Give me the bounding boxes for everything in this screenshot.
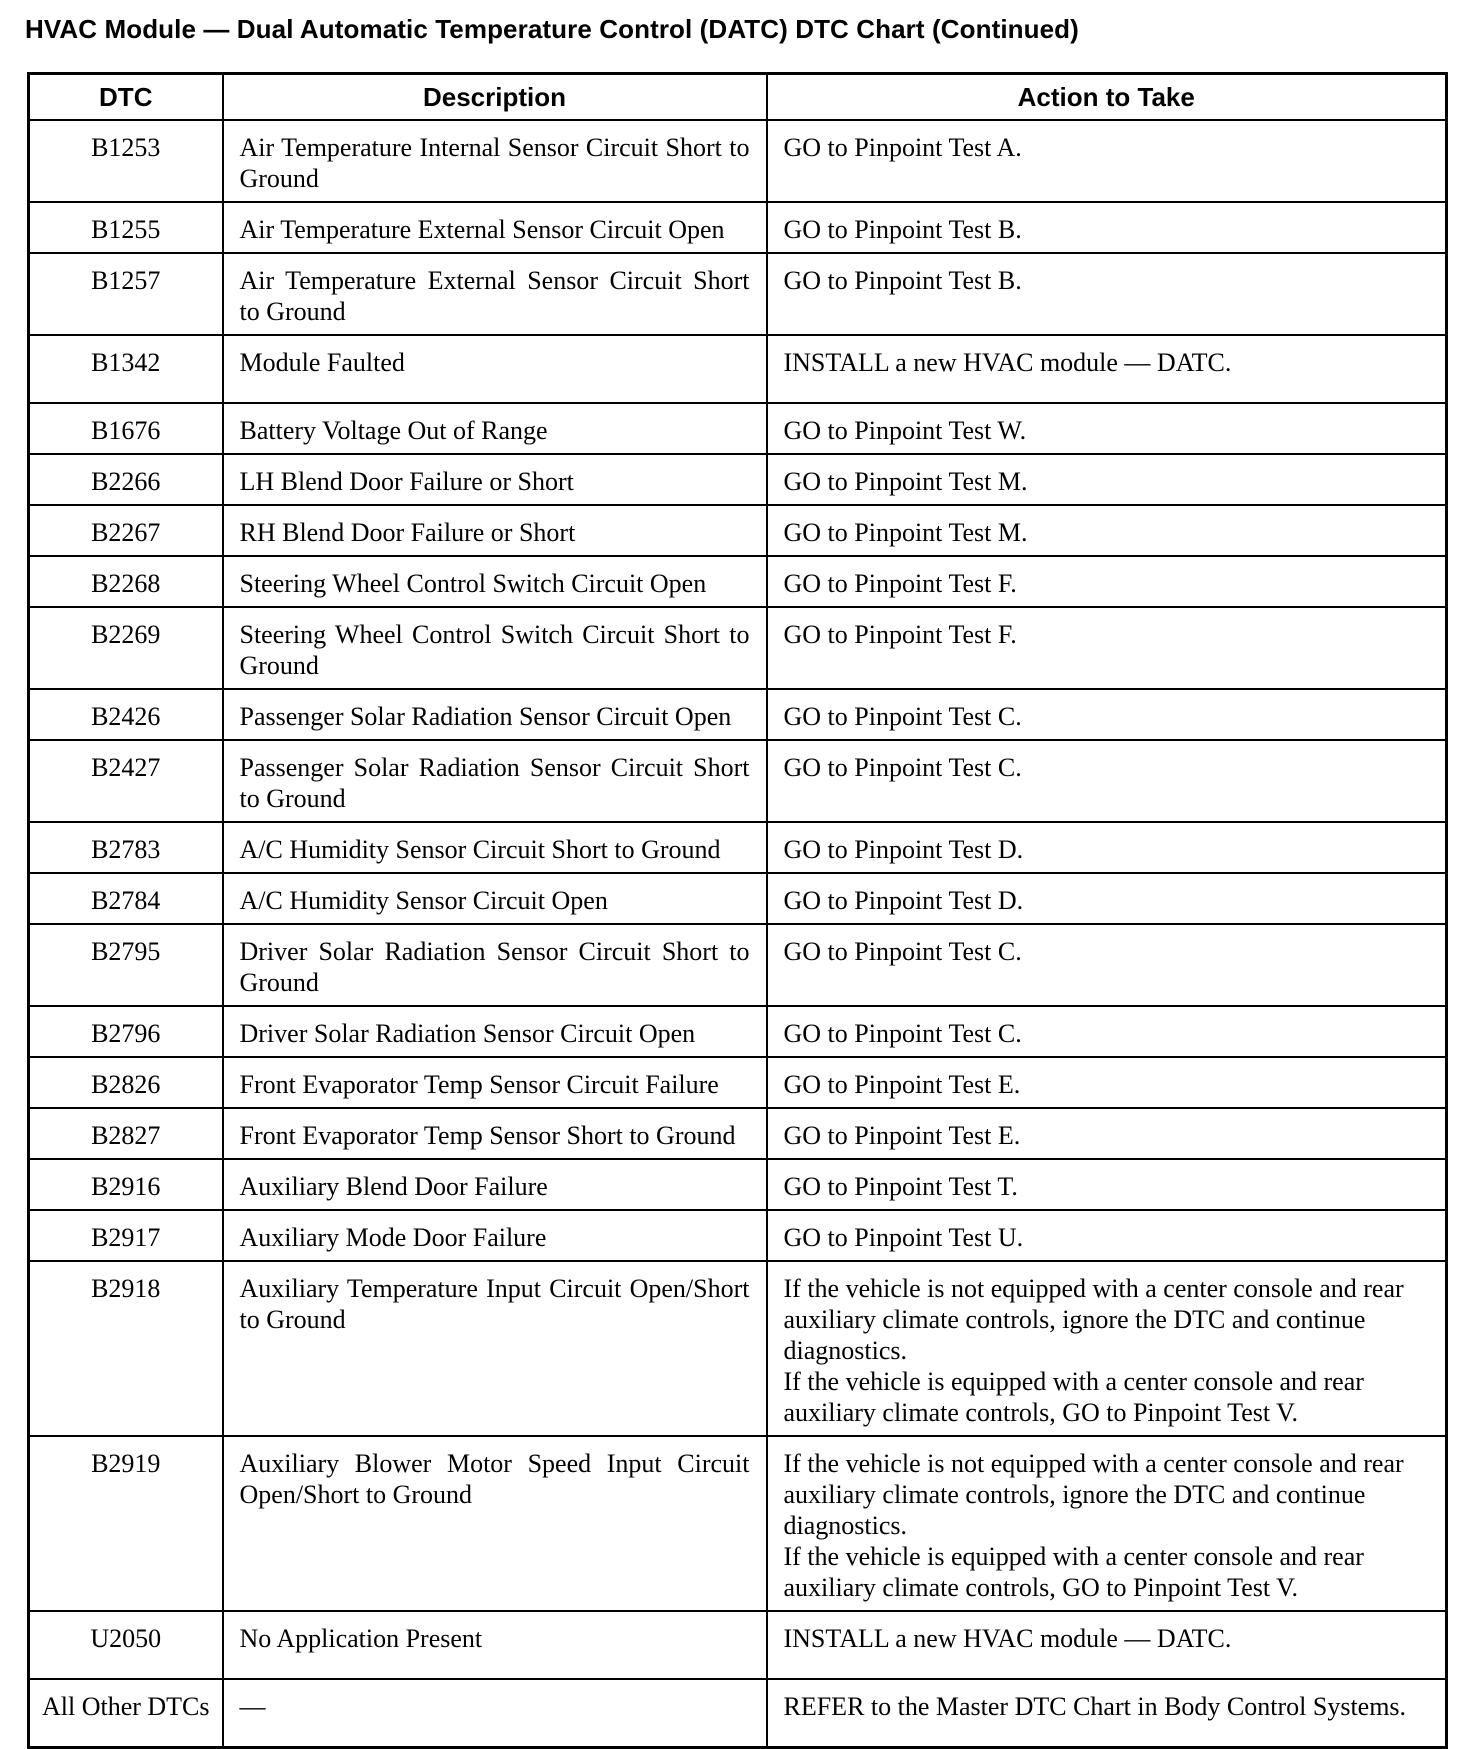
table-row <box>29 1057 1447 1108</box>
action-cell <box>767 1006 1447 1057</box>
action-cell <box>767 1611 1447 1679</box>
dtc-code-cell: B2783 <box>29 822 223 873</box>
action-text: GO to Pinpoint Test E. <box>783 1121 1021 1150</box>
description-cell: LH Blend Door Failure or Short <box>223 454 767 505</box>
description-cell: Auxiliary Blower Motor Speed Input Circuit Open/Short to Ground <box>223 1436 767 1611</box>
table-row <box>29 1210 1447 1261</box>
table-row <box>29 556 1447 607</box>
table-row <box>29 202 1447 253</box>
description-cell: Auxiliary Mode Door Failure <box>223 1210 767 1261</box>
description-cell: Battery Voltage Out of Range <box>223 403 767 454</box>
dtc-code-cell: B2267 <box>29 505 223 556</box>
dtc-code-cell: B2796 <box>29 1006 223 1057</box>
description-cell: Driver Solar Radiation Sensor Circuit Short to Ground <box>223 924 767 1006</box>
dtc-code-cell: B1342 <box>29 335 223 403</box>
dtc-code-cell: B2427 <box>29 740 223 822</box>
table-header-row <box>29 74 1447 121</box>
action-cell <box>767 335 1447 403</box>
dtc-code-cell: B1257 <box>29 253 223 335</box>
dtc-code-cell: All Other DTCs <box>29 1679 223 1747</box>
dtc-code-cell: B2827 <box>29 1108 223 1159</box>
description-cell: Air Temperature External Sensor Circuit Open <box>223 202 767 253</box>
action-text: GO to Pinpoint Test D. <box>783 835 1024 864</box>
action-text: GO to Pinpoint Test B. <box>783 215 1022 244</box>
description-cell: No Application Present <box>223 1611 767 1679</box>
table-row <box>29 253 1447 335</box>
table-row <box>29 505 1447 556</box>
action-cell <box>767 556 1447 607</box>
dtc-code-cell: B2919 <box>29 1436 223 1611</box>
dtc-code-cell: B2269 <box>29 607 223 689</box>
dtc-code-cell: B2784 <box>29 873 223 924</box>
action-text: If the vehicle is not equipped with a center console and rear auxiliary climate controls, ignore the DTC and continue diagnostics. <box>783 1449 1404 1540</box>
description-cell: Steering Wheel Control Switch Circuit Short to Ground <box>223 607 767 689</box>
action-cell <box>767 1108 1447 1159</box>
action-text: GO to Pinpoint Test E. <box>783 1070 1021 1099</box>
action-text: GO to Pinpoint Test U. <box>783 1223 1024 1252</box>
action-cell <box>767 1261 1447 1436</box>
table-row <box>29 335 1447 403</box>
table-row <box>29 1006 1447 1057</box>
action-cell <box>767 1159 1447 1210</box>
action-text: GO to Pinpoint Test M. <box>783 467 1028 496</box>
description-cell: Front Evaporator Temp Sensor Short to Ground <box>223 1108 767 1159</box>
dtc-code-cell: B2426 <box>29 689 223 740</box>
column-header-description: Description <box>223 74 767 121</box>
action-text: GO to Pinpoint Test A. <box>783 133 1022 162</box>
dtc-code-cell: B2917 <box>29 1210 223 1261</box>
table-row <box>29 873 1447 924</box>
description-cell: Driver Solar Radiation Sensor Circuit Open <box>223 1006 767 1057</box>
table-row <box>29 689 1447 740</box>
description-cell: — <box>223 1679 767 1747</box>
action-text: INSTALL a new HVAC module — DATC. <box>783 348 1232 377</box>
action-cell <box>767 253 1447 335</box>
description-cell: Air Temperature Internal Sensor Circuit Short to Ground <box>223 120 767 202</box>
action-cell <box>767 454 1447 505</box>
action-cell <box>767 740 1447 822</box>
dtc-code-cell: B2826 <box>29 1057 223 1108</box>
description-cell: Steering Wheel Control Switch Circuit Open <box>223 556 767 607</box>
description-cell: A/C Humidity Sensor Circuit Open <box>223 873 767 924</box>
description-cell: Auxiliary Temperature Input Circuit Open/Short to Ground <box>223 1261 767 1436</box>
dtc-code-cell: B2266 <box>29 454 223 505</box>
table-row <box>29 1108 1447 1159</box>
action-text: If the vehicle is not equipped with a center console and rear auxiliary climate controls, ignore the DTC and continue diagnostics. <box>783 1274 1404 1365</box>
action-text: GO to Pinpoint Test F. <box>783 620 1017 649</box>
action-cell <box>767 607 1447 689</box>
table-row <box>29 1611 1447 1679</box>
action-cell <box>767 1057 1447 1108</box>
action-cell <box>767 505 1447 556</box>
description-cell: Module Faulted <box>223 335 767 403</box>
description-cell: Passenger Solar Radiation Sensor Circuit Short to Ground <box>223 740 767 822</box>
action-text: If the vehicle is equipped with a center console and rear auxiliary climate controls, GO to Pinpoint Test V. <box>783 1542 1364 1602</box>
action-cell <box>767 1679 1447 1747</box>
table-row <box>29 1159 1447 1210</box>
dtc-code-cell: B2916 <box>29 1159 223 1210</box>
action-cell <box>767 873 1447 924</box>
column-header-action: Action to Take <box>767 74 1447 121</box>
table-row <box>29 403 1447 454</box>
column-header-dtc: DTC <box>29 74 223 121</box>
description-cell: Front Evaporator Temp Sensor Circuit Failure <box>223 1057 767 1108</box>
table-body <box>29 120 1447 1747</box>
action-text: INSTALL a new HVAC module — DATC. <box>783 1624 1232 1653</box>
action-text: GO to Pinpoint Test C. <box>783 753 1022 782</box>
action-text: REFER to the Master DTC Chart in Body Control Systems. <box>783 1692 1407 1721</box>
action-text: GO to Pinpoint Test M. <box>783 518 1028 547</box>
table-row <box>29 120 1447 202</box>
action-cell <box>767 924 1447 1006</box>
description-cell: Air Temperature External Sensor Circuit Short to Ground <box>223 253 767 335</box>
action-cell <box>767 403 1447 454</box>
table-row <box>29 822 1447 873</box>
table-row <box>29 740 1447 822</box>
table-row <box>29 1679 1447 1747</box>
dtc-table <box>27 72 1448 1749</box>
description-cell: Passenger Solar Radiation Sensor Circuit Open <box>223 689 767 740</box>
description-cell: RH Blend Door Failure or Short <box>223 505 767 556</box>
action-cell <box>767 202 1447 253</box>
table-row <box>29 1261 1447 1436</box>
page-title: HVAC Module — Dual Automatic Temperature Control (DATC) DTC Chart (Continued) <box>25 14 1079 44</box>
action-text: GO to Pinpoint Test F. <box>783 569 1017 598</box>
dtc-code-cell: B2795 <box>29 924 223 1006</box>
dtc-code-cell: B1676 <box>29 403 223 454</box>
action-text: GO to Pinpoint Test W. <box>783 416 1027 445</box>
action-cell <box>767 1436 1447 1611</box>
dtc-code-cell: B1253 <box>29 120 223 202</box>
table-row <box>29 607 1447 689</box>
dtc-code-cell: B2268 <box>29 556 223 607</box>
action-text: GO to Pinpoint Test C. <box>783 937 1022 966</box>
action-text: GO to Pinpoint Test T. <box>783 1172 1018 1201</box>
description-cell: Auxiliary Blend Door Failure <box>223 1159 767 1210</box>
table-row <box>29 924 1447 1006</box>
table-row <box>29 1436 1447 1611</box>
action-text: GO to Pinpoint Test C. <box>783 702 1022 731</box>
action-cell <box>767 120 1447 202</box>
dtc-code-cell: U2050 <box>29 1611 223 1679</box>
action-text: If the vehicle is equipped with a center console and rear auxiliary climate controls, GO to Pinpoint Test V. <box>783 1367 1364 1427</box>
action-text: GO to Pinpoint Test D. <box>783 886 1024 915</box>
action-cell <box>767 822 1447 873</box>
action-text: GO to Pinpoint Test B. <box>783 266 1022 295</box>
dtc-code-cell: B2918 <box>29 1261 223 1436</box>
action-text: GO to Pinpoint Test C. <box>783 1019 1022 1048</box>
action-cell <box>767 689 1447 740</box>
dtc-code-cell: B1255 <box>29 202 223 253</box>
description-cell: A/C Humidity Sensor Circuit Short to Ground <box>223 822 767 873</box>
table-row <box>29 454 1447 505</box>
action-cell <box>767 1210 1447 1261</box>
